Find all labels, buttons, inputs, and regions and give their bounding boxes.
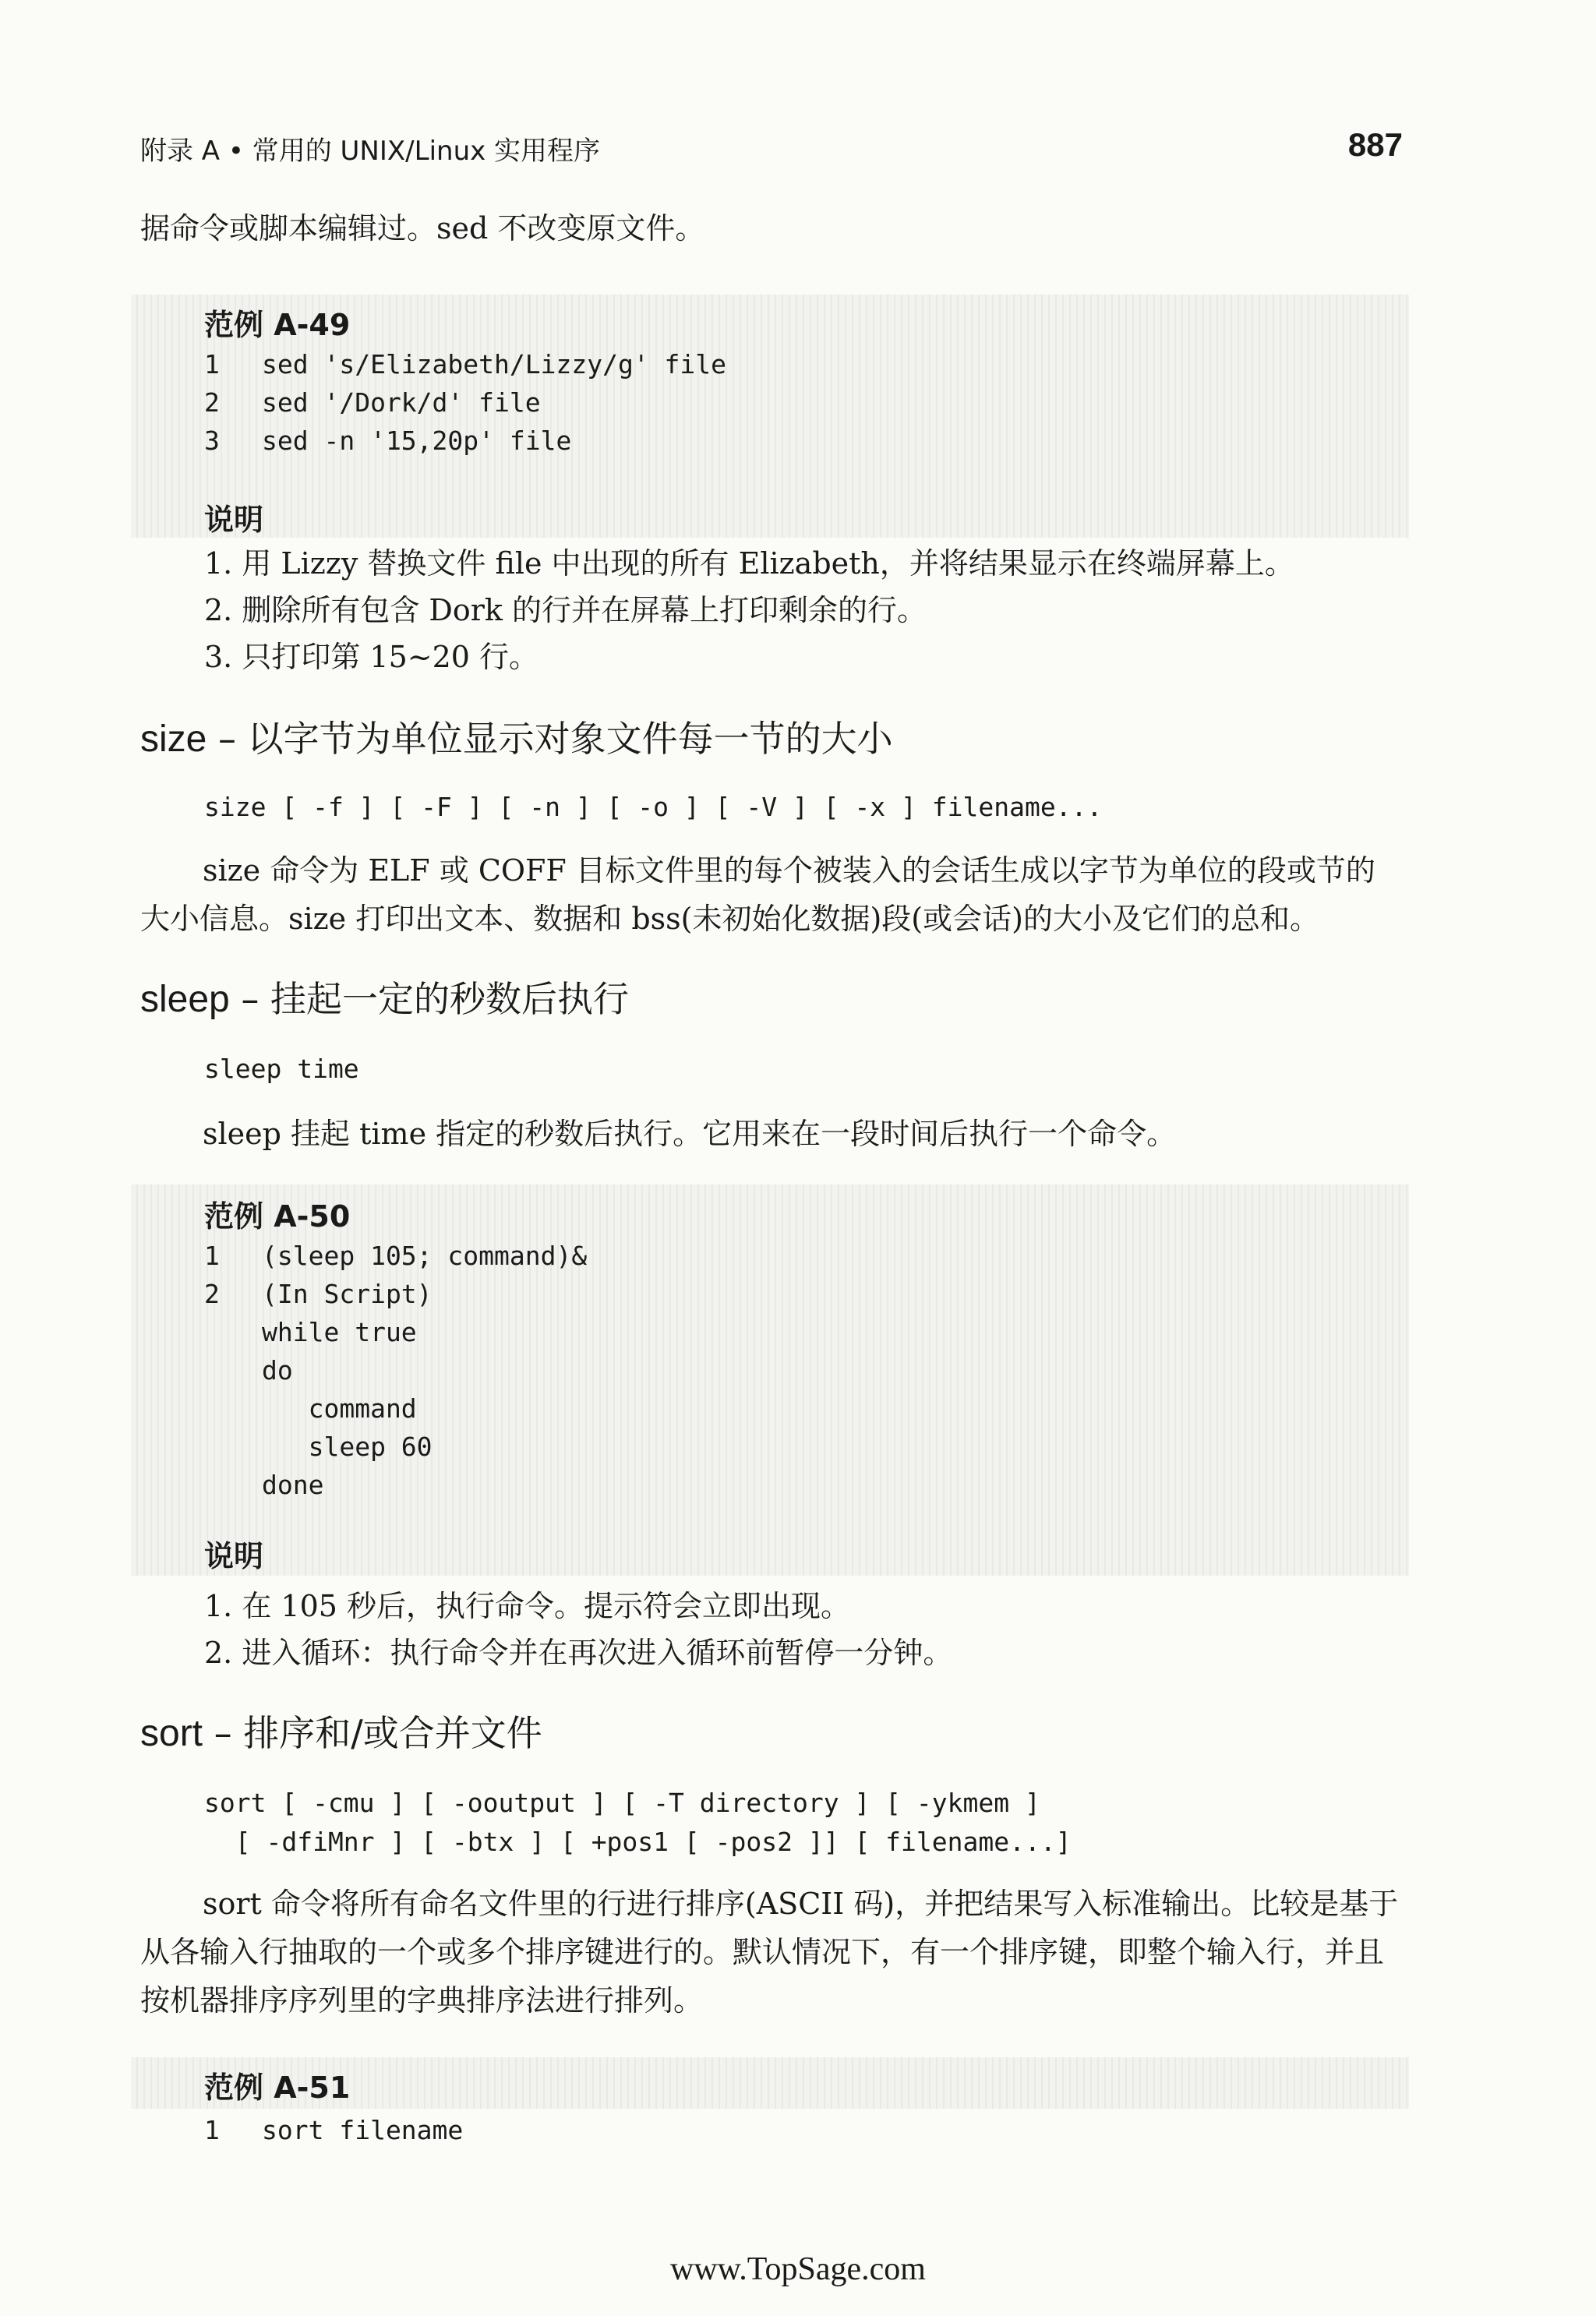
note-a49-title: 说明 [204,503,264,537]
running-head: 附录 A • 常用的 UNIX/Linux 实用程序 [140,136,601,167]
note-item: 3. 只打印第 15~20 行。 [204,640,539,674]
code-line-number: 1 [204,349,220,380]
note-item: 2. 进入循环：执行命令并在再次进入循环前暂停一分钟。 [204,1636,953,1670]
note-item: 2. 删除所有包含 Dork 的行并在屏幕上打印剩余的行。 [204,593,927,627]
page-number: 887 [1347,126,1403,163]
size-description: size 命令为 ELF 或 COFF 目标文件里的每个被装入的会话生成以字节为单位的段或节的大小信息。size 打印出文本、数据和 bss(未初始化数据)段(或会话)的大小及它们的总和。 [140,853,1375,936]
code-line-number: 3 [204,425,220,456]
sort-synopsis-line-2: [ -dfiMnr ] [ -btx ] [ +pos1 [ -pos2 ]] [ filename...] [204,1827,1072,1857]
section-heading-sort [140,1705,542,1756]
section-title: – 以字节为单位显示对象文件每一节的大小 [207,718,893,760]
section-command: sort [140,1713,203,1754]
example-a49-title: 范例 A-49 [204,308,351,342]
note-item: 1. 用 Lizzy 替换文件 file 中出现的所有 Elizabeth，并将结果显示在终端屏幕上。 [204,546,1294,581]
section-command: size [140,718,207,760]
code-line: sed -n '15,20p' file [262,425,572,456]
intro-text: 据命令或脚本编辑过。sed 不改变原文件。 [140,211,705,245]
code-line: sleep 60 [262,1432,433,1462]
code-line: while true [262,1317,417,1347]
section-title: – 排序和/或合并文件 [203,1712,542,1754]
sort-description: sort 命令将所有命名文件里的行进行排序(ASCII 码)，并把结果写入标准输出。比较是基于从各输入行抽取的一个或多个排序键进行的。默认情况下，有一个排序键，即整个输入行，并且按机器排序序列里的字典排序法进行排列。 [140,1887,1399,2018]
section-title: – 挂起一定的秒数后执行 [229,978,629,1020]
section-heading-sleep [140,971,629,1022]
code-line-number: 1 [204,1241,220,1271]
code-line: (sleep 105; command)& [262,1241,588,1271]
note-a49-box [131,489,1409,538]
section-command: sleep [140,979,230,1020]
note-a50-title: 说明 [204,1539,264,1573]
code-line: sort filename [262,2115,464,2145]
code-line-number: 1 [204,2115,220,2145]
sleep-description: sleep 挂起 time 指定的秒数后执行。它用来在一段时间后执行一个命令。 [203,1117,1177,1151]
page-header [140,126,1403,170]
sleep-synopsis: sleep time [204,1054,359,1084]
sort-synopsis-line-1: sort [ -cmu ] [ -ooutput ] [ -T directory ] [ -ykmem ] [204,1788,1040,1818]
example-a50-title: 范例 A-50 [204,1199,351,1234]
code-line-number: 2 [204,1279,220,1309]
size-synopsis: size [ -f ] [ -F ] [ -n ] [ -o ] [ -V ] [ -x ] filename... [204,792,1103,822]
code-line: do [262,1355,293,1386]
code-line: sed 's/Elizabeth/Lizzy/g' file [262,349,727,380]
code-line: done [262,1470,324,1500]
code-line: command [262,1393,417,1424]
code-line: sed '/Dork/d' file [262,387,541,418]
code-line: (In Script) [262,1279,433,1309]
note-a50-box [131,1527,1409,1576]
note-item: 1. 在 105 秒后，执行命令。提示符会立即出现。 [204,1589,851,1623]
section-heading-size [140,711,893,762]
example-a51-title: 范例 A-51 [204,2071,351,2105]
footer-url: www.TopSage.com [670,2251,926,2287]
code-line-number: 2 [204,387,220,418]
